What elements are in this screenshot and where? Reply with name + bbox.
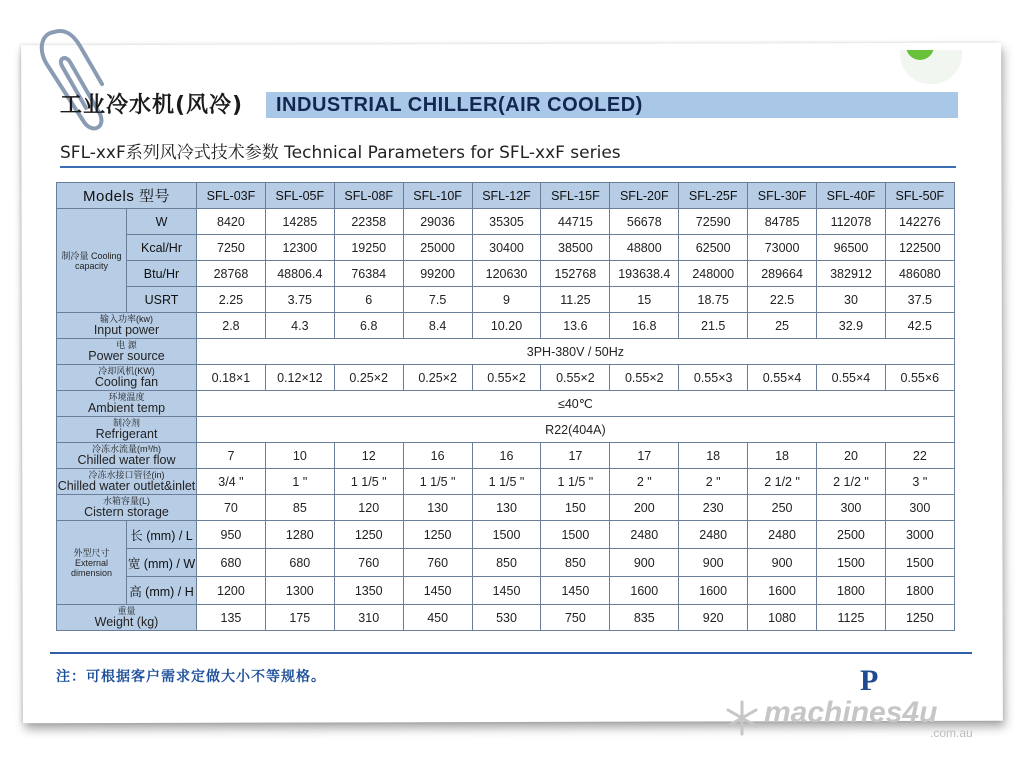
dimension-value-cell: 1500 <box>541 521 610 549</box>
cistern-storage-cell: 300 <box>817 495 886 521</box>
power-source-value: 3PH-380V / 50Hz <box>197 339 955 365</box>
cooling-value-cell: 84785 <box>748 209 817 235</box>
cistern-storage-cell: 130 <box>472 495 541 521</box>
outlet-inlet-cell: 2 1/2 " <box>817 469 886 495</box>
cooling-value-cell: 382912 <box>817 261 886 287</box>
chilled-water-flow-cell: 17 <box>610 443 679 469</box>
weight-cell: 1250 <box>885 605 954 631</box>
input-power-cell: 32.9 <box>817 313 886 339</box>
table-row <box>57 287 955 313</box>
cooling-unit-label: W <box>127 209 197 235</box>
table-row <box>57 313 955 339</box>
table-row <box>57 521 955 549</box>
cooling-value-cell: 112078 <box>817 209 886 235</box>
corner-logo: P <box>860 664 880 697</box>
dimension-value-cell: 680 <box>265 549 334 577</box>
cooling-fan-cell: 0.55×4 <box>748 365 817 391</box>
table-row <box>57 577 955 605</box>
table-row <box>57 339 955 365</box>
cooling-fan-cell: 0.25×2 <box>334 365 403 391</box>
outlet-inlet-cell: 1 1/5 " <box>541 469 610 495</box>
divider-top <box>60 166 956 168</box>
table-row <box>57 443 955 469</box>
weight-label: 重量 Weight (kg) <box>57 605 197 631</box>
table-row <box>57 495 955 521</box>
table-row <box>57 417 955 443</box>
chilled-water-flow-cell: 12 <box>334 443 403 469</box>
input-power-cell: 16.8 <box>610 313 679 339</box>
cistern-storage-label: 水箱容量(L) Cistern storage <box>57 495 197 521</box>
cistern-storage-cell: 300 <box>885 495 954 521</box>
cooling-value-cell: 18.75 <box>679 287 748 313</box>
cooling-value-cell: 73000 <box>748 235 817 261</box>
cistern-storage-cell: 250 <box>748 495 817 521</box>
divider-bottom <box>50 652 972 654</box>
cooling-value-cell: 48806.4 <box>265 261 334 287</box>
dimension-value-cell: 2480 <box>610 521 679 549</box>
dimension-value-cell: 1450 <box>403 577 472 605</box>
dimension-value-cell: 1500 <box>472 521 541 549</box>
cooling-value-cell: 7250 <box>197 235 266 261</box>
input-power-label: 输入功率(kw) Input power <box>57 313 197 339</box>
weight-cell: 175 <box>265 605 334 631</box>
cooling-value-cell: 28768 <box>197 261 266 287</box>
cooling-value-cell: 22.5 <box>748 287 817 313</box>
outlet-inlet-cell: 2 " <box>610 469 679 495</box>
model-column-header: SFL-50F <box>885 183 954 209</box>
input-power-cell: 13.6 <box>541 313 610 339</box>
refrigerant-label: 制冷剂 Refrigerant <box>57 417 197 443</box>
title-row <box>60 88 958 122</box>
chilled-water-flow-cell: 18 <box>748 443 817 469</box>
input-power-cell: 25 <box>748 313 817 339</box>
cooling-value-cell: 152768 <box>541 261 610 287</box>
model-column-header: SFL-20F <box>610 183 679 209</box>
footnote: 注：可根据客户需求定做大小不等规格。 <box>56 669 326 685</box>
cooling-value-cell: 56678 <box>610 209 679 235</box>
outlet-inlet-cell: 3 " <box>885 469 954 495</box>
cooling-value-cell: 37.5 <box>885 287 954 313</box>
cooling-value-cell: 142276 <box>885 209 954 235</box>
cooling-value-cell: 7.5 <box>403 287 472 313</box>
table-row <box>57 261 955 287</box>
dimension-value-cell: 1800 <box>817 577 886 605</box>
cooling-value-cell: 96500 <box>817 235 886 261</box>
input-power-cell: 8.4 <box>403 313 472 339</box>
model-column-header: SFL-10F <box>403 183 472 209</box>
cooling-fan-cell: 0.55×2 <box>472 365 541 391</box>
ambient-temp-value: ≤40℃ <box>197 391 955 417</box>
table-row <box>57 549 955 577</box>
cistern-storage-cell: 150 <box>541 495 610 521</box>
chilled-water-flow-cell: 18 <box>679 443 748 469</box>
chilled-water-flow-cell: 17 <box>541 443 610 469</box>
weight-cell: 920 <box>679 605 748 631</box>
cooling-fan-cell: 0.55×3 <box>679 365 748 391</box>
cooling-value-cell: 3.75 <box>265 287 334 313</box>
model-column-header: SFL-30F <box>748 183 817 209</box>
dimension-value-cell: 900 <box>610 549 679 577</box>
dimension-value-cell: 3000 <box>885 521 954 549</box>
cooling-fan-cell: 0.55×2 <box>610 365 679 391</box>
model-column-header: SFL-15F <box>541 183 610 209</box>
weight-cell: 450 <box>403 605 472 631</box>
dimension-value-cell: 1600 <box>679 577 748 605</box>
dimension-value-cell: 1500 <box>817 549 886 577</box>
outlet-inlet-label: 冷冻水接口管径(in) Chilled water outlet&inlet <box>57 470 196 493</box>
weight-cell: 835 <box>610 605 679 631</box>
input-power-cell: 4.3 <box>265 313 334 339</box>
table-row <box>57 605 955 631</box>
cooling-value-cell: 22358 <box>334 209 403 235</box>
cooling-fan-cell: 0.25×2 <box>403 365 472 391</box>
cooling-value-cell: 12300 <box>265 235 334 261</box>
dimension-value-cell: 850 <box>472 549 541 577</box>
dimension-value-cell: 1300 <box>265 577 334 605</box>
dimension-value-cell: 2480 <box>748 521 817 549</box>
weight-cell: 750 <box>541 605 610 631</box>
table-row <box>57 469 955 495</box>
dimension-value-cell: 760 <box>334 549 403 577</box>
model-column-header: SFL-40F <box>817 183 886 209</box>
input-power-cell: 10.20 <box>472 313 541 339</box>
cooling-value-cell: 76384 <box>334 261 403 287</box>
cooling-fan-label: 冷却风机(KW) Cooling fan <box>57 365 197 391</box>
dimension-value-cell: 1200 <box>197 577 266 605</box>
dimension-value-cell: 1250 <box>334 521 403 549</box>
cooling-value-cell: 289664 <box>748 261 817 287</box>
cooling-value-cell: 11.25 <box>541 287 610 313</box>
cooling-fan-cell: 0.12×12 <box>265 365 334 391</box>
model-column-header: SFL-05F <box>265 183 334 209</box>
chilled-water-flow-label: 冷冻水流量(m³/h) Chilled water flow <box>57 443 197 469</box>
cooling-value-cell: 193638.4 <box>610 261 679 287</box>
weight-cell: 1080 <box>748 605 817 631</box>
cooling-value-cell: 248000 <box>679 261 748 287</box>
dimension-value-cell: 1500 <box>885 549 954 577</box>
dimension-value-cell: 1600 <box>610 577 679 605</box>
cooling-value-cell: 44715 <box>541 209 610 235</box>
dimension-value-cell: 2500 <box>817 521 886 549</box>
cooling-value-cell: 38500 <box>541 235 610 261</box>
cistern-storage-cell: 70 <box>197 495 266 521</box>
power-source-label: 电 源 Power source <box>57 339 197 365</box>
weight-cell: 135 <box>197 605 266 631</box>
chilled-water-flow-cell: 16 <box>472 443 541 469</box>
dimension-value-cell: 900 <box>748 549 817 577</box>
dimension-value-cell: 680 <box>197 549 266 577</box>
dimension-value-cell: 950 <box>197 521 266 549</box>
input-power-cell: 2.8 <box>197 313 266 339</box>
outlet-inlet-cell: 2 1/2 " <box>748 469 817 495</box>
paperclip-icon <box>36 22 106 142</box>
input-power-cell: 42.5 <box>885 313 954 339</box>
cooling-fan-cell: 0.55×6 <box>885 365 954 391</box>
outlet-inlet-cell: 1 1/5 " <box>472 469 541 495</box>
title-chinese: 工业冷水机(风冷) <box>60 93 244 118</box>
table-header-row <box>57 183 955 209</box>
outlet-inlet-cell: 1 1/5 " <box>334 469 403 495</box>
cooling-value-cell: 9 <box>472 287 541 313</box>
chilled-water-flow-cell: 16 <box>403 443 472 469</box>
dimension-value-cell: 900 <box>679 549 748 577</box>
dimension-value-cell: 1350 <box>334 577 403 605</box>
dimension-value-cell: 1800 <box>885 577 954 605</box>
input-power-cell: 21.5 <box>679 313 748 339</box>
outlet-inlet-cell: 3/4 " <box>197 469 266 495</box>
dimension-unit-label: 高 (mm) / H <box>127 577 197 605</box>
subtitle: SFL-xxF系列风冷式技术参数 Technical Parameters for SFL-xxF series <box>60 143 621 163</box>
cooling-value-cell: 29036 <box>403 209 472 235</box>
dimension-unit-label: 长 (mm) / L <box>127 521 197 549</box>
watermark <box>724 696 994 740</box>
table-row <box>57 365 955 391</box>
cooling-value-cell: 48800 <box>610 235 679 261</box>
cooling-value-cell: 15 <box>610 287 679 313</box>
title-band <box>266 92 958 118</box>
weight-cell: 1125 <box>817 605 886 631</box>
watermark-text: machines4u <box>764 696 938 729</box>
model-column-header: SFL-08F <box>334 183 403 209</box>
cooling-value-cell: 8420 <box>197 209 266 235</box>
watermark-domain: .com.au <box>930 726 973 740</box>
cooling-value-cell: 122500 <box>885 235 954 261</box>
cistern-storage-cell: 230 <box>679 495 748 521</box>
cooling-value-cell: 99200 <box>403 261 472 287</box>
cooling-value-cell: 2.25 <box>197 287 266 313</box>
ambient-temp-label: 环境温度 Ambient temp <box>57 391 197 417</box>
snowflake-icon <box>724 700 760 736</box>
dimension-value-cell: 1450 <box>541 577 610 605</box>
refrigerant-value: R22(404A) <box>197 417 955 443</box>
model-column-header: SFL-12F <box>472 183 541 209</box>
dimension-value-cell: 1250 <box>403 521 472 549</box>
cooling-value-cell: 25000 <box>403 235 472 261</box>
outlet-inlet-cell: 1 1/5 " <box>403 469 472 495</box>
cooling-value-cell: 62500 <box>679 235 748 261</box>
cooling-value-cell: 120630 <box>472 261 541 287</box>
model-column-header: SFL-03F <box>197 183 266 209</box>
cistern-storage-cell: 85 <box>265 495 334 521</box>
dimension-value-cell: 760 <box>403 549 472 577</box>
cooling-value-cell: 19250 <box>334 235 403 261</box>
cistern-storage-cell: 200 <box>610 495 679 521</box>
cistern-storage-cell: 130 <box>403 495 472 521</box>
dimension-unit-label: 宽 (mm) / W <box>127 549 197 577</box>
cistern-storage-cell: 120 <box>334 495 403 521</box>
cooling-value-cell: 35305 <box>472 209 541 235</box>
chilled-water-flow-cell: 20 <box>817 443 886 469</box>
cooling-value-cell: 30400 <box>472 235 541 261</box>
chilled-water-flow-cell: 10 <box>265 443 334 469</box>
table-row <box>57 391 955 417</box>
input-power-cell: 6.8 <box>334 313 403 339</box>
dimension-value-cell: 1600 <box>748 577 817 605</box>
chilled-water-flow-cell: 22 <box>885 443 954 469</box>
cooling-fan-cell: 0.55×4 <box>817 365 886 391</box>
chilled-water-flow-cell: 7 <box>197 443 266 469</box>
spec-table <box>56 182 955 631</box>
cooling-fan-cell: 0.55×2 <box>541 365 610 391</box>
cooling-value-cell: 14285 <box>265 209 334 235</box>
dimension-value-cell: 2480 <box>679 521 748 549</box>
cooling-unit-label: Btu/Hr <box>127 261 197 287</box>
models-header: Models 型号 <box>57 183 197 209</box>
dimension-value-cell: 850 <box>541 549 610 577</box>
dimension-value-cell: 1450 <box>472 577 541 605</box>
cooling-capacity-label: 制冷量 Cooling capacity <box>57 209 127 313</box>
cooling-value-cell: 486080 <box>885 261 954 287</box>
weight-cell: 530 <box>472 605 541 631</box>
title-english: INDUSTRIAL CHILLER(AIR COOLED) <box>276 94 643 116</box>
cooling-unit-label: USRT <box>127 287 197 313</box>
cooling-value-cell: 72590 <box>679 209 748 235</box>
table-row <box>57 209 955 235</box>
cooling-value-cell: 6 <box>334 287 403 313</box>
weight-cell: 310 <box>334 605 403 631</box>
dimension-value-cell: 1280 <box>265 521 334 549</box>
cooling-unit-label: Kcal/Hr <box>127 235 197 261</box>
external-dimension-label: 外型尺寸 External dimension <box>57 521 127 605</box>
table-row <box>57 235 955 261</box>
outlet-inlet-cell: 2 " <box>679 469 748 495</box>
model-column-header: SFL-25F <box>679 183 748 209</box>
cooling-fan-cell: 0.18×1 <box>197 365 266 391</box>
cooling-value-cell: 30 <box>817 287 886 313</box>
outlet-inlet-cell: 1 " <box>265 469 334 495</box>
